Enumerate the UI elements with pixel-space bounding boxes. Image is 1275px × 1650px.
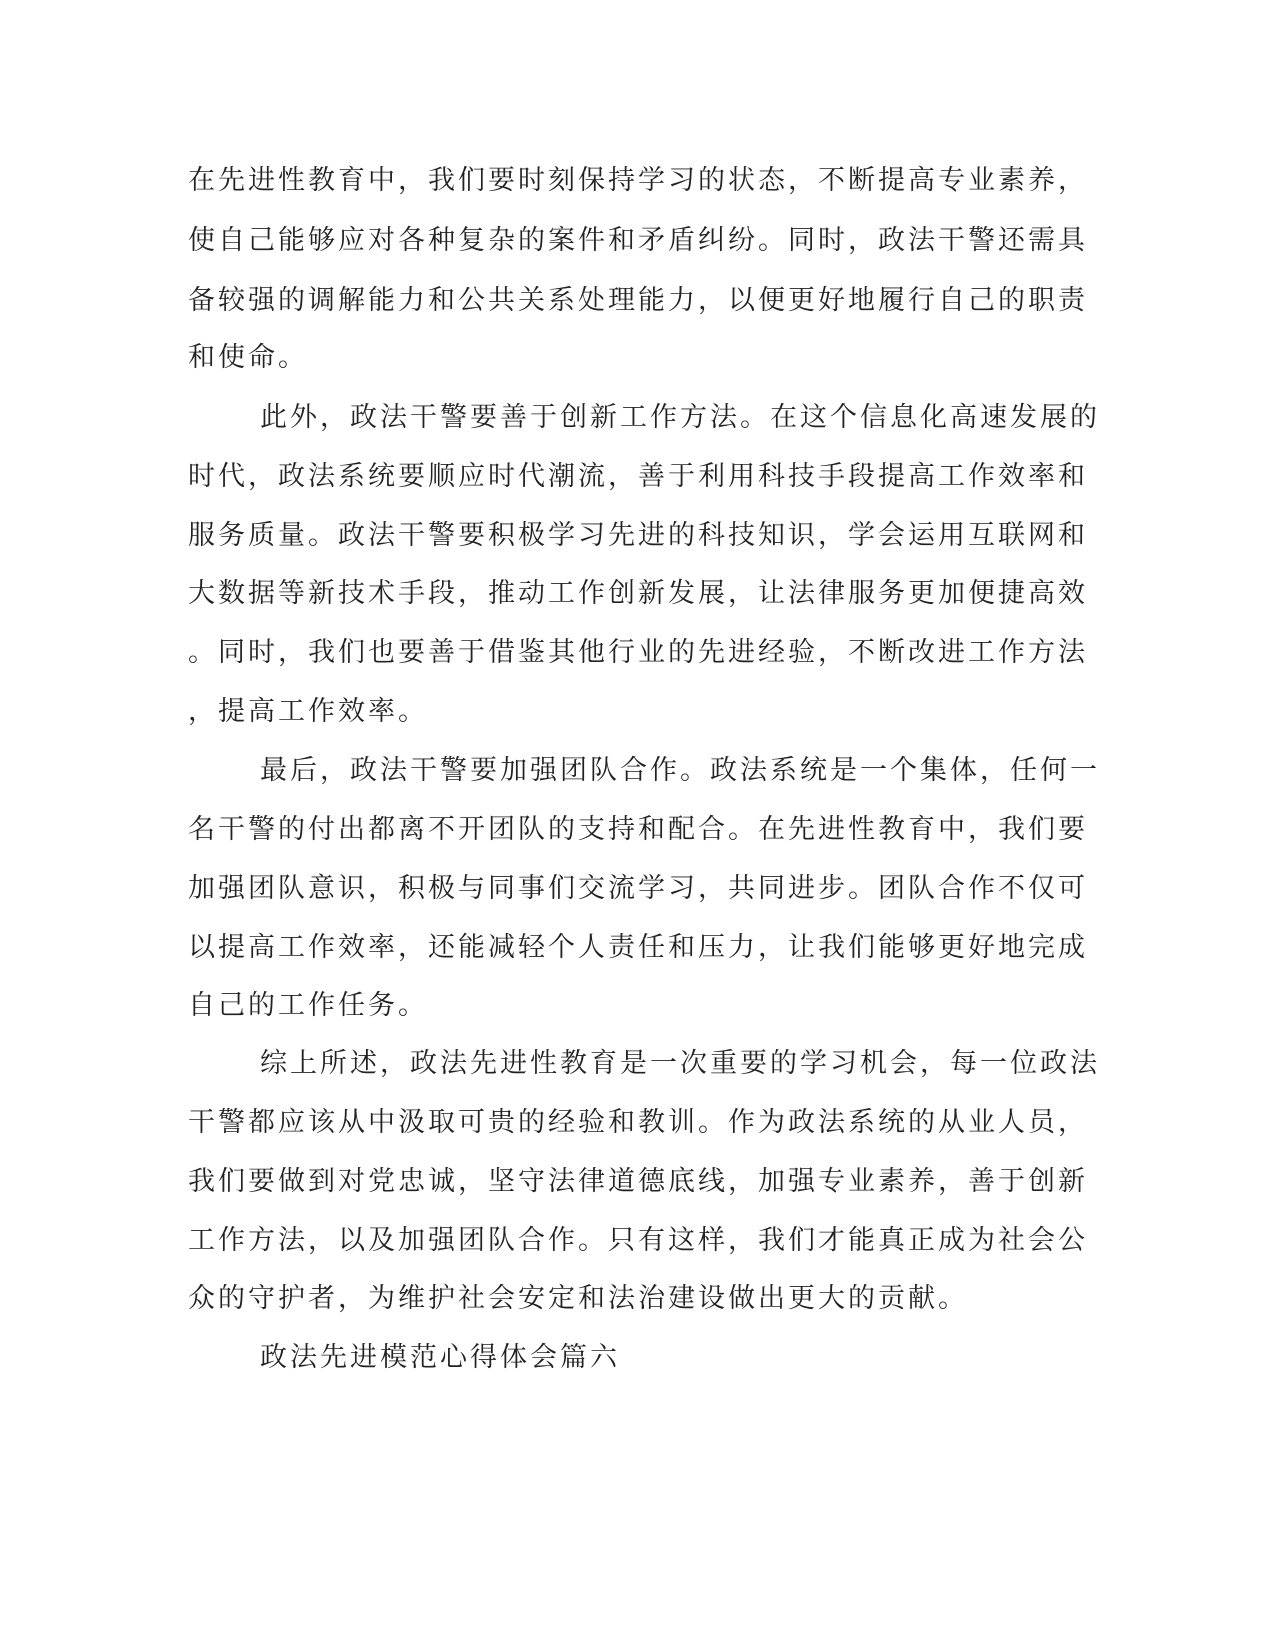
paragraph-4-line-4: 工作方法，以及加强团队合作。只有这样，我们才能真正成为社会公 — [188, 1225, 1088, 1256]
paragraph-4-line-3: 我们要做到对党忠诚，坚守法律道德底线，加强专业素养，善于创新 — [188, 1166, 1088, 1197]
paragraph-4-line-1: 综上所述，政法先进性教育是一次重要的学习机会，每一位政法 — [260, 1048, 1100, 1079]
paragraph-3-line-3: 加强团队意识，积极与同事们交流学习，共同进步。团队合作不仅可 — [188, 873, 1088, 904]
paragraph-2-line-5: 。同时，我们也要善于借鉴其他行业的先进经验，不断改进工作方法 — [188, 637, 1088, 668]
paragraph-4-line-5: 众的守护者，为维护社会安定和法治建设做出更大的贡献。 — [188, 1283, 968, 1314]
paragraph-2-line-4: 大数据等新技术手段，推动工作创新发展，让法律服务更加便捷高效 — [188, 578, 1088, 609]
section-heading-line: 政法先进模范心得体会篇六 — [260, 1342, 620, 1373]
paragraph-1-line-1: 在先进性教育中，我们要时刻保持学习的状态，不断提高专业素养， — [188, 165, 1088, 196]
paragraph-3-line-1: 最后，政法干警要加强团队合作。政法系统是一个集体，任何一 — [260, 755, 1100, 786]
paragraph-2-line-2: 时代，政法系统要顺应时代潮流，善于利用科技手段提高工作效率和 — [188, 461, 1088, 492]
paragraph-1-line-4: 和使命。 — [188, 342, 308, 373]
paragraph-3-line-2: 名干警的付出都离不开团队的支持和配合。在先进性教育中，我们要 — [188, 814, 1088, 845]
paragraph-4-line-2: 干警都应该从中汲取可贵的经验和教训。作为政法系统的从业人员， — [188, 1107, 1088, 1138]
paragraph-3-line-4: 以提高工作效率，还能减轻个人责任和压力，让我们能够更好地完成 — [188, 932, 1088, 963]
paragraph-1-line-2: 使自己能够应对各种复杂的案件和矛盾纠纷。同时，政法干警还需具 — [188, 225, 1088, 256]
paragraph-1-line-3: 备较强的调解能力和公共关系处理能力，以便更好地履行自己的职责 — [188, 285, 1088, 316]
paragraph-3-line-5: 自己的工作任务。 — [188, 990, 428, 1021]
paragraph-2-line-6: ，提高工作效率。 — [188, 696, 428, 727]
paragraph-2-line-1: 此外，政法干警要善于创新工作方法。在这个信息化高速发展的 — [260, 402, 1100, 433]
paragraph-2-line-3: 服务质量。政法干警要积极学习先进的科技知识，学会运用互联网和 — [188, 520, 1088, 551]
